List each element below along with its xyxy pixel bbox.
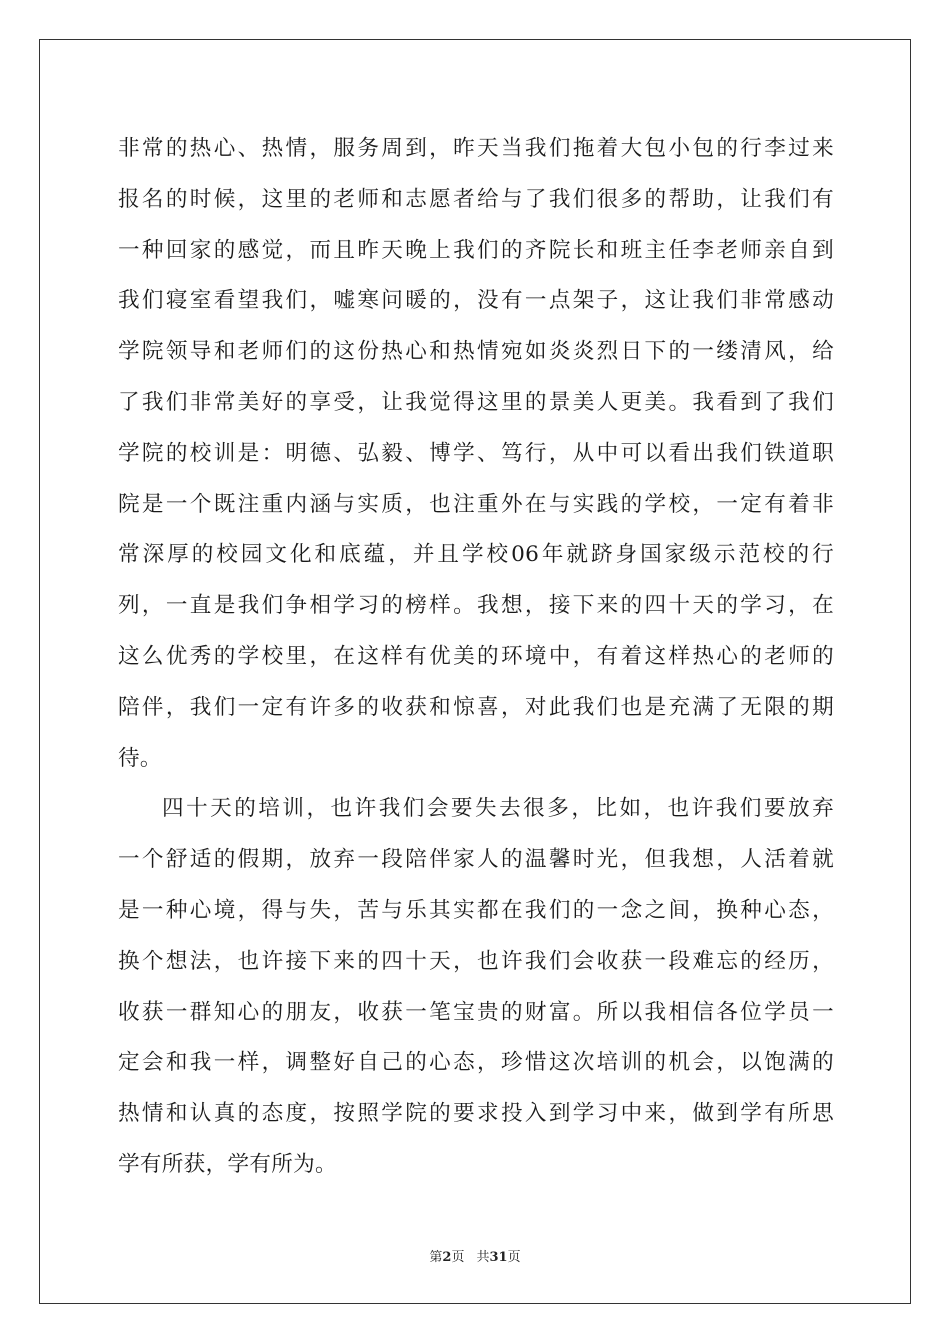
text-line: 换个想法，也许接下来的四十天，也许我们会收获一段难忘的经历， xyxy=(118,948,834,974)
text-line: 非常的热心、热情，服务周到，昨天当我们拖着大包小包的行李过来 xyxy=(118,136,834,161)
page-prefix: 第 xyxy=(429,1250,443,1265)
text-line: 报名的时候，这里的老师和志愿者给与了我们很多的帮助，让我们有 xyxy=(118,186,834,212)
page-suffix: 页 xyxy=(451,1250,465,1265)
text-line: 陪伴，我们一定有许多的收获和惊喜，对此我们也是充满了无限的期 xyxy=(118,694,834,720)
text-line: 学有所获，学有所为。 xyxy=(118,1151,337,1177)
text-line: 待。 xyxy=(118,745,162,771)
text-line: 四十天的培训，也许我们会要失去很多，比如，也许我们要放弃 xyxy=(162,796,834,822)
page-number: 2 xyxy=(442,1250,452,1265)
text-line: 这么优秀的学校里，在这样有优美的环境中，有着这样热心的老师的 xyxy=(118,643,834,669)
total-pages: 31 xyxy=(489,1250,508,1265)
document-body xyxy=(118,124,834,1191)
text-line: 收获一群知心的朋友，收获一笔宝贵的财富。所以我相信各位学员一 xyxy=(118,999,834,1025)
total-prefix: 共 xyxy=(476,1250,490,1265)
text-line: 一种回家的感觉，而且昨天晚上我们的齐院长和班主任李老师亲自到 xyxy=(118,237,834,263)
text-line: 院是一个既注重内涵与实质，也注重外在与实践的学校，一定有着非 xyxy=(118,491,834,517)
page-footer xyxy=(0,1246,950,1265)
text-line: 定会和我一样，调整好自己的心态，珍惜这次培训的机会，以饱满的 xyxy=(118,1050,834,1076)
text-line: 了我们非常美好的享受，让我觉得这里的景美人更美。我看到了我们 xyxy=(118,389,834,415)
total-suffix: 页 xyxy=(507,1250,521,1265)
text-line: 常深厚的校园文化和底蕴，并且学校06年就跻身国家级示范校的行 xyxy=(118,542,834,568)
text-line: 热情和认真的态度，按照学院的要求投入到学习中来，做到学有所思 xyxy=(118,1101,834,1127)
text-line: 列，一直是我们争相学习的榜样。我想，接下来的四十天的学习，在 xyxy=(118,593,834,619)
text-line: 一个舒适的假期，放弃一段陪伴家人的温馨时光，但我想，人活着就 xyxy=(118,847,834,873)
text-line: 是一种心境，得与失，苦与乐其实都在我们的一念之间，换种心态， xyxy=(118,897,834,923)
text-line: 学院的校训是：明德、弘毅、博学、笃行，从中可以看出我们铁道职 xyxy=(118,440,834,466)
text-line: 学院领导和老师们的这份热心和热情宛如炎炎烈日下的一缕清风，给 xyxy=(118,339,834,365)
text-line: 我们寝室看望我们，嘘寒问暖的，没有一点架子，这让我们非常感动 xyxy=(118,288,834,314)
